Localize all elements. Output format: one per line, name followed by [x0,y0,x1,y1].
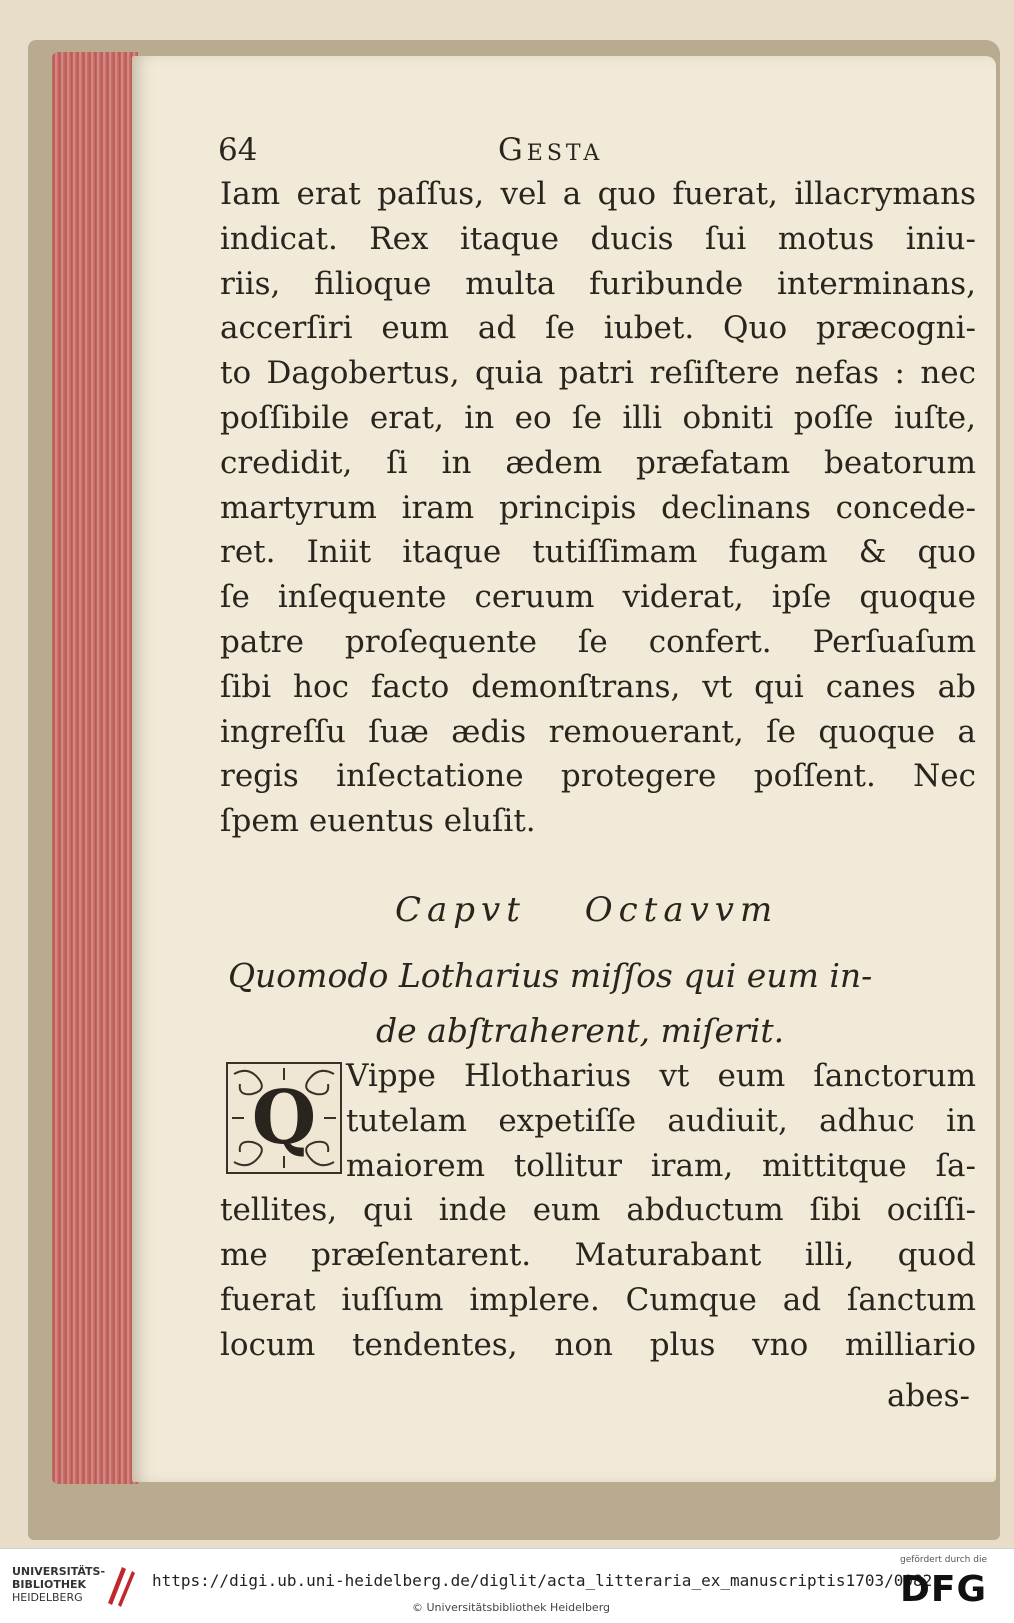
text-line: Vippe Hlotharius vt eum ſanctorum [346,1058,976,1094]
permalink[interactable]: https://digi.ub.uni-heidelberg.de/diglit/acta_litteraria_ex_manuscriptis1703/0082 [152,1571,933,1590]
funded-by-label: gefördert durch die [900,1555,987,1565]
text-line: credidit, ſi in ædem præfatam beatorum [220,444,976,481]
text-line: ſe inſequente ceruum viderat, ipſe quoque [220,579,976,616]
library-name-line: BIBLIOTHEK [12,1578,87,1591]
chapter-subtitle [228,948,974,1058]
text-line: me præſentarent. Maturabant illi, quod [220,1237,976,1274]
viewer-footer [0,1548,1014,1623]
text-line: tellites, qui inde eum abductum ſibi ociſſi- [220,1192,976,1229]
library-logo[interactable] [12,1565,108,1604]
running-head: Gesta [498,132,604,168]
text-line: ſibi hoc facto demonſtrans, vt qui canes ab [220,668,976,705]
library-name-line: HEIDELBERG [12,1591,83,1604]
chapter-title-word: Octavvm [584,890,779,930]
text-line: accerſiri eum ad ſe iubet. Quo præcogni- [220,310,976,347]
library-name-line: UNIVERSITÄTS- [12,1565,106,1578]
text-line: regis inſectatione protegere poſſent. Nec [220,758,976,795]
text-line: martyrum iram principis declinans concede- [220,489,976,526]
subtitle-line: Quomodo Lotharius miſſos qui eum in- [228,956,873,995]
text-line: tutelam expetiſſe audiuit, adhuc in [346,1102,976,1139]
page-number: 64 [218,132,258,168]
text-line: riis, filioque multa furibunde interminans, [220,265,976,302]
initial-letter: Q [251,1075,317,1161]
text-line: to Dagobertus, quia patri reſiſtere nefas : nec [220,355,976,392]
text-line: indicat. Rex itaque ducis ſui motus iniu- [220,220,976,257]
text-line: fuerat iuſſum implere. Cumque ad ſanctum [220,1281,976,1318]
copyright-notice: © Universitätsbibliothek Heidelberg [412,1601,611,1614]
text-line: ret. Iniit itaque tutiſſimam fugam & quo [220,534,976,571]
subtitle-line: de abſtraherent, miſerit. [376,1011,785,1050]
catchword: abes- [886,1378,970,1414]
text-line: ingreſſu ſuæ ædis remouerant, ſe quoque a [220,713,976,750]
chapter-title-word: Capvt [395,890,526,930]
dfg-logo[interactable]: DFG [900,1569,988,1610]
paragraph-text [220,1054,976,1368]
text-line: poſſibile erat, in eo ſe illi obniti poſſe iuſte, [220,399,976,436]
page-edges [52,52,138,1484]
text-line: Iam erat paſſus, vel a quo fuerat, illacrymans [220,176,976,212]
text-line: ſpem euentus eluſit. [220,803,536,840]
library-mark-icon [104,1563,138,1609]
body-text [220,172,976,844]
text-line: patre proſequente ſe confert. Perſuaſum [220,623,976,660]
text-line: maiorem tollitur iram, mittitque ſa- [346,1147,976,1184]
chapter-title [395,890,778,930]
text-line: locum tendentes, non plus vno milliario [220,1326,976,1363]
page-header [218,132,954,172]
